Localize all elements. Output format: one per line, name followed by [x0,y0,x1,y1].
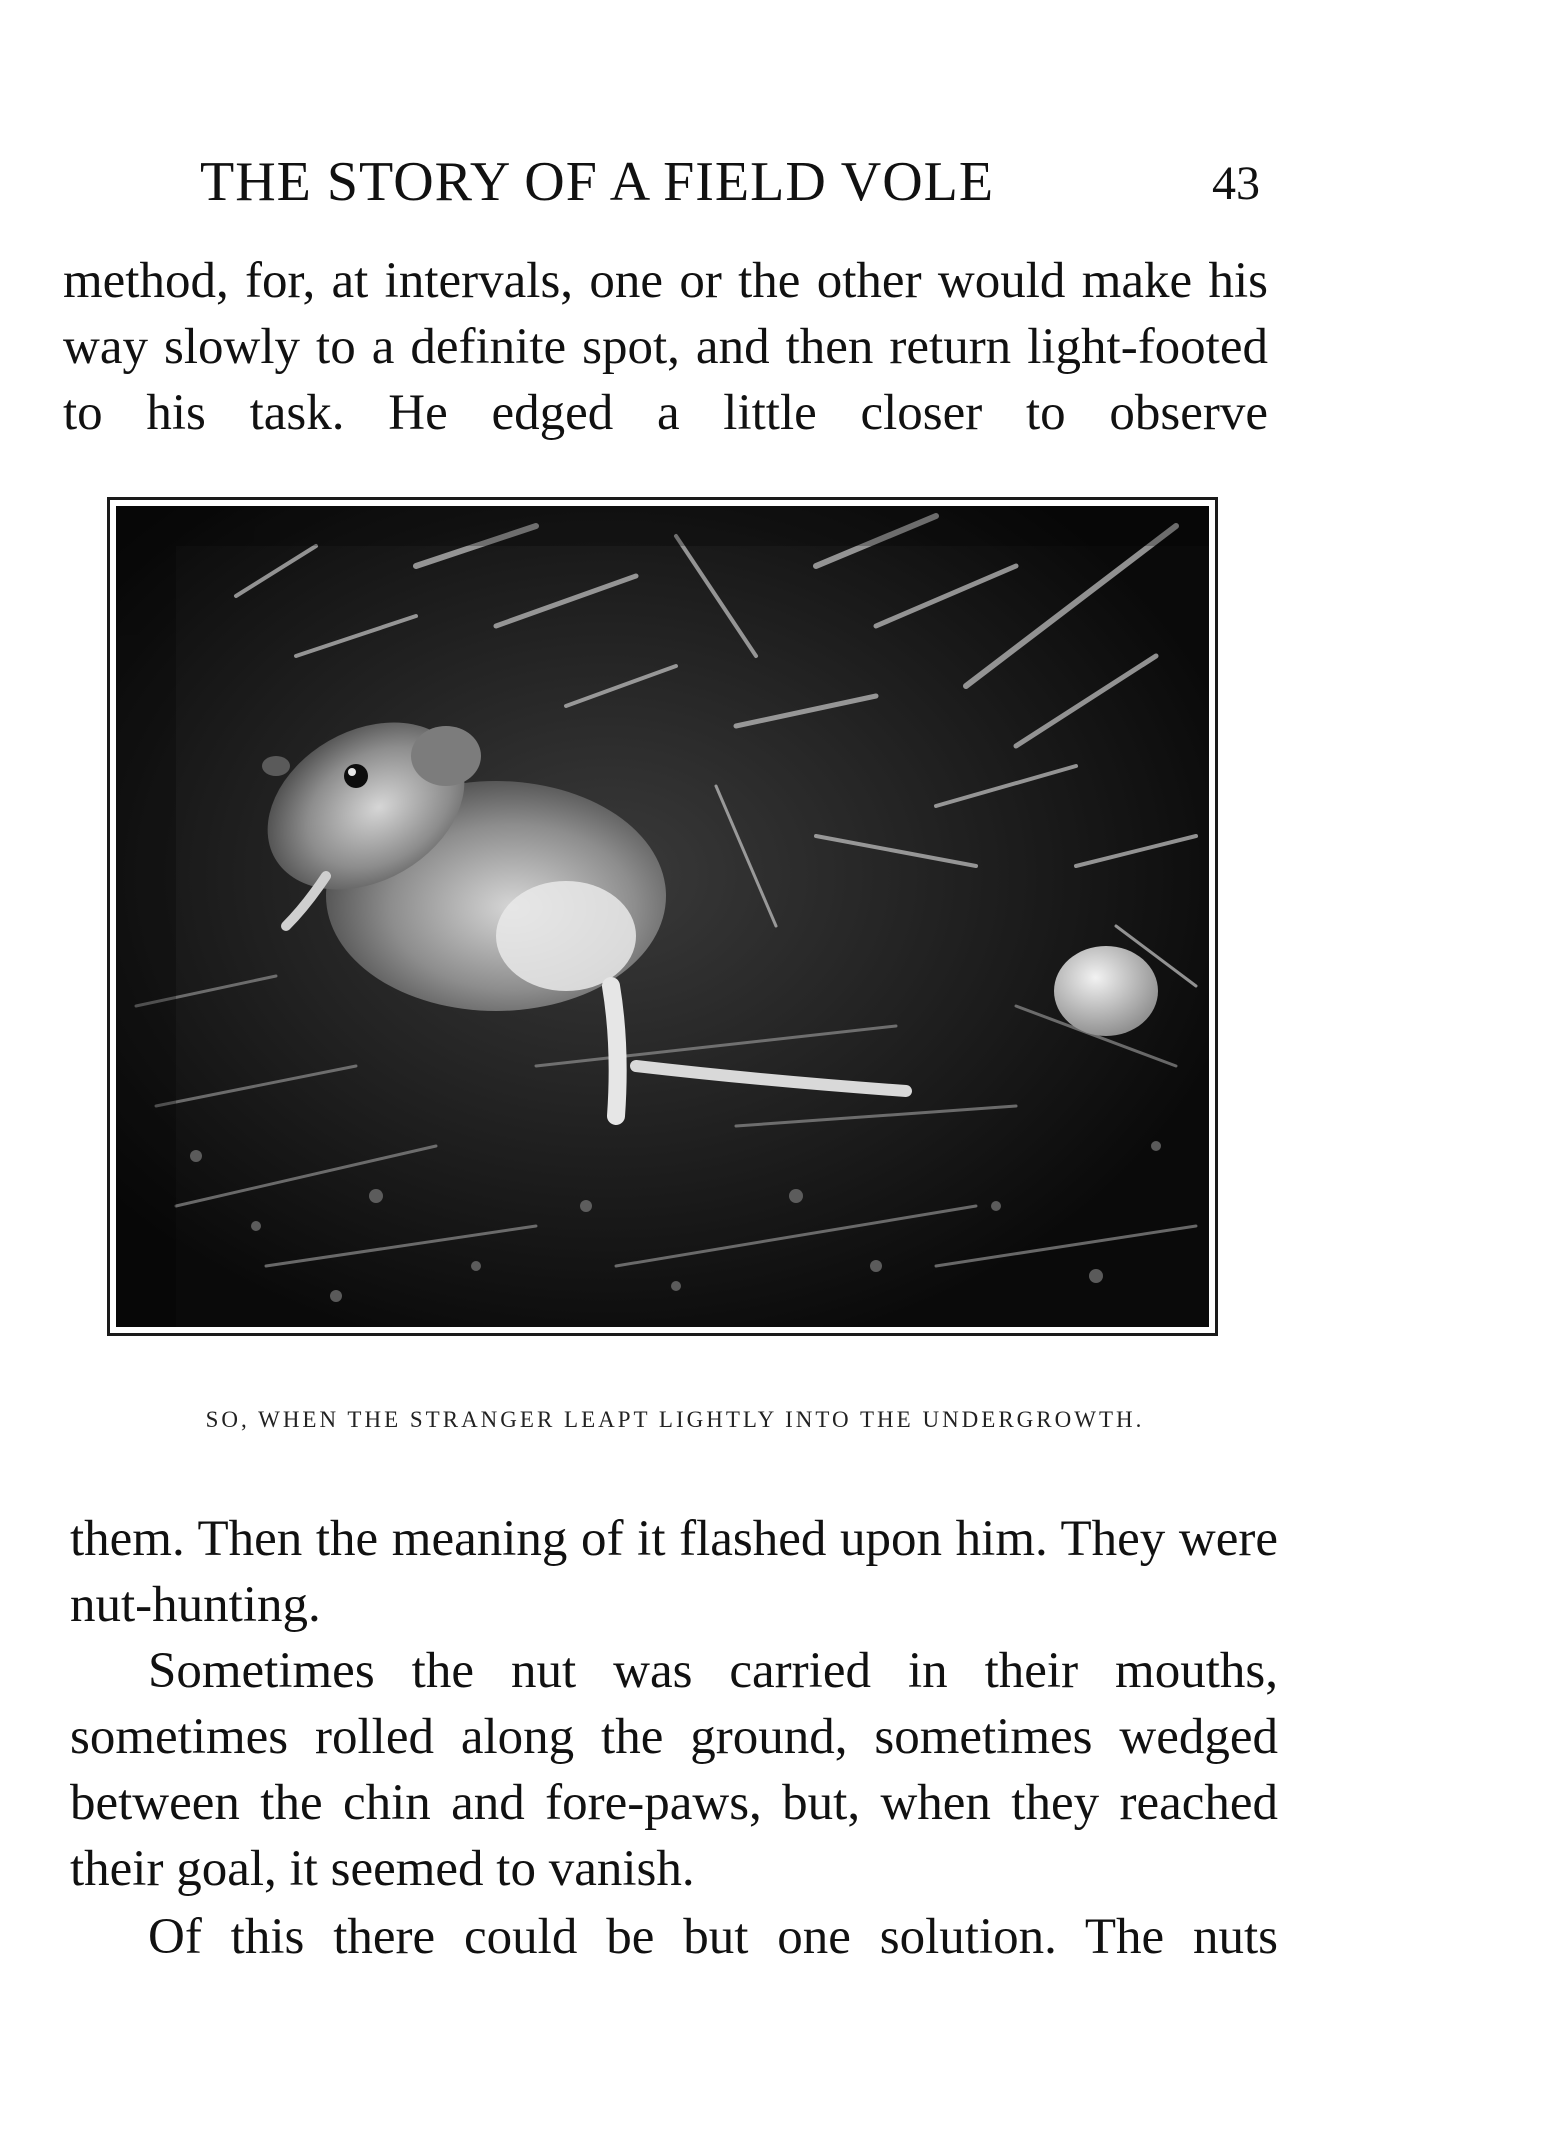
photo-plate [107,497,1218,1336]
paragraph-top: method, for, at intervals, one or the other would make his way slowly to a definite spot, and then return light-footed to his task. He edged a little closer to observe [63,253,1268,441]
running-title: THE STORY OF A FIELD VOLE [200,151,995,213]
paragraph-them: them. Then the meaning of it flashed upon him. They were nut-hunting. [70,1511,1278,1633]
page-number: 43 [1212,157,1260,210]
paragraph-sometimes: Sometimes the nut was carried in their mouths, sometimes rolled along the ground, sometimes wedged between the chin and fore-paws, but, when they reached their goal, it seemed to vanish. [70,1643,1278,1897]
running-head [200,150,1260,220]
paragraph-solution: Of this there could be but one solution. The nuts [148,1909,1278,1965]
field-vole-photo [116,506,1209,1327]
plate-caption: SO, WHEN THE STRANGER LEAPT LIGHTLY INTO THE UNDERGROWTH. [205,1407,1145,1432]
